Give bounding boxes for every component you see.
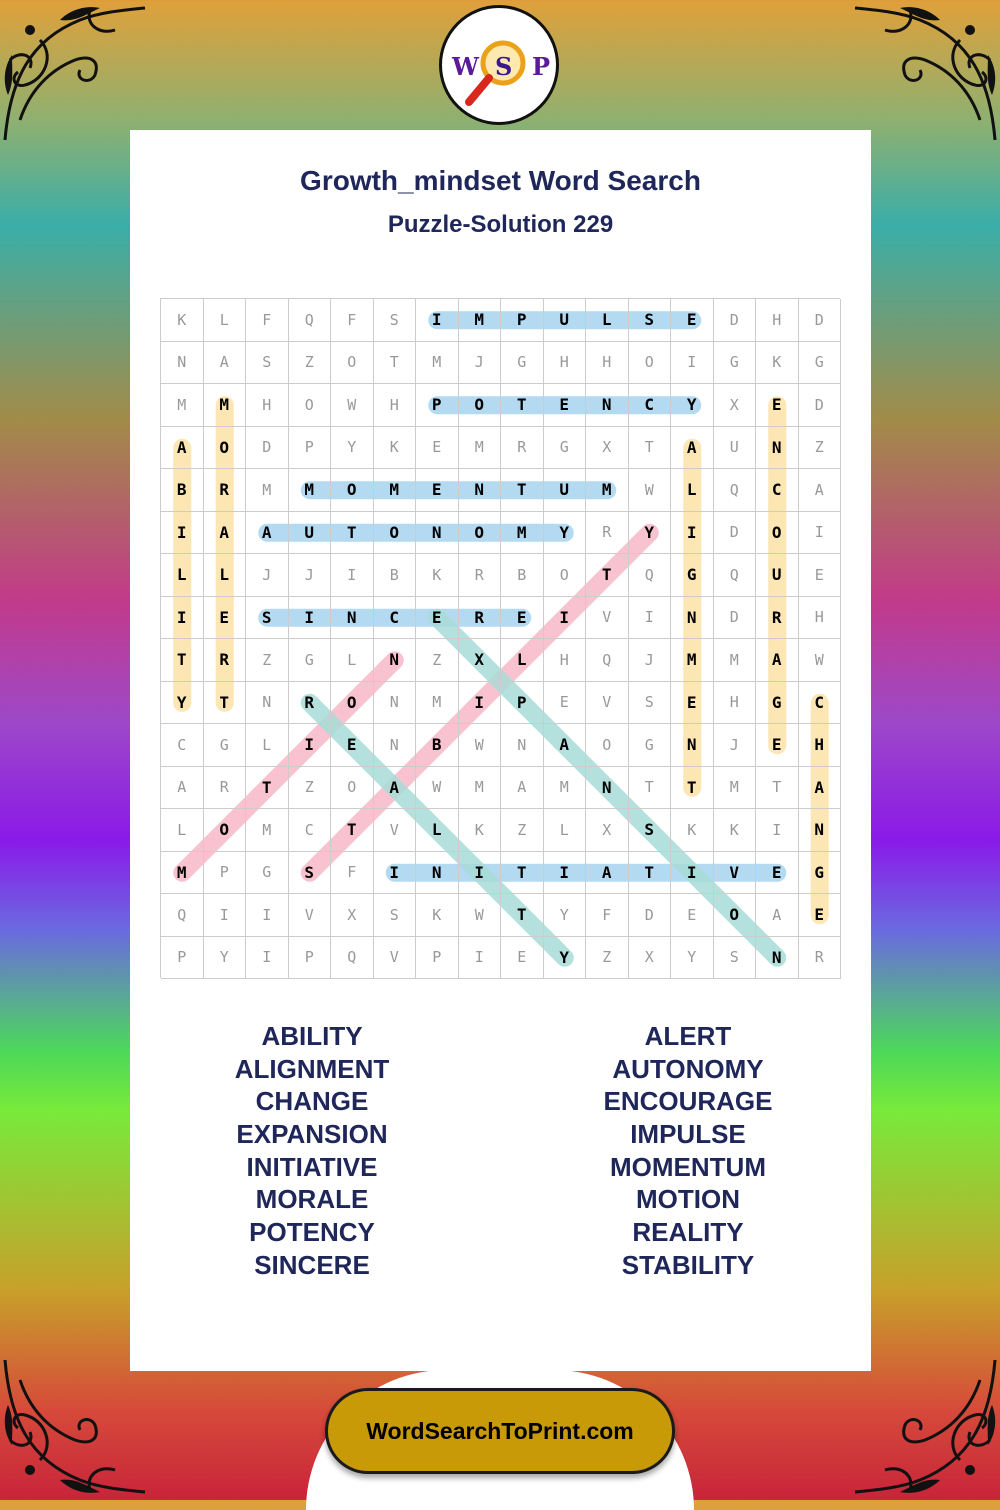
grid-cell: N: [246, 682, 289, 725]
grid-cell: R: [799, 937, 842, 980]
grid-cell: Y: [544, 937, 587, 980]
grid-cell: K: [374, 427, 417, 470]
grid-cell: L: [586, 299, 629, 342]
grid-cell: T: [629, 767, 672, 810]
word-list-item: MORALE: [255, 1184, 369, 1215]
grid-cell: Z: [501, 809, 544, 852]
grid-cell: G: [671, 554, 714, 597]
grid-cell: I: [629, 597, 672, 640]
grid-cell: I: [246, 894, 289, 937]
grid-cell: M: [501, 512, 544, 555]
grid-cell: L: [416, 809, 459, 852]
grid-cell: A: [204, 342, 247, 385]
grid-cell: I: [799, 512, 842, 555]
grid-cell: M: [289, 469, 332, 512]
grid-cell: C: [374, 597, 417, 640]
corner-ornament-icon: [850, 0, 1000, 150]
grid-cell: G: [544, 427, 587, 470]
grid-cell: N: [459, 469, 502, 512]
grid-cell: D: [629, 894, 672, 937]
grid-cell: O: [331, 767, 374, 810]
grid-cell: T: [246, 767, 289, 810]
word-list-item: REALITY: [632, 1217, 744, 1248]
grid-cell: K: [671, 809, 714, 852]
grid-cell: T: [161, 639, 204, 682]
grid-cell: R: [501, 427, 544, 470]
grid-cell: P: [416, 937, 459, 980]
grid-cell: M: [204, 384, 247, 427]
grid-cell: F: [331, 299, 374, 342]
grid-cell: E: [416, 427, 459, 470]
grid-cell: E: [204, 597, 247, 640]
grid-cell: O: [544, 554, 587, 597]
grid-cell: R: [459, 597, 502, 640]
logo-letter-w: W: [452, 52, 479, 81]
word-list-item: SINCERE: [254, 1249, 370, 1280]
logo-letter-s: S: [495, 52, 513, 81]
grid-cell: E: [501, 937, 544, 980]
grid-cell: G: [629, 724, 672, 767]
grid-cell: N: [501, 724, 544, 767]
grid-cell: U: [544, 469, 587, 512]
grid-cell: W: [331, 384, 374, 427]
grid-cell: O: [374, 512, 417, 555]
grid-cell: I: [671, 512, 714, 555]
grid-cell: D: [246, 427, 289, 470]
grid-cell: S: [714, 937, 757, 980]
grid-cell: V: [586, 597, 629, 640]
puzzle-subtitle: Puzzle-Solution 229: [387, 211, 614, 238]
grid-cell: A: [161, 767, 204, 810]
word-list-item: ABILITY: [261, 1021, 363, 1051]
grid-cell: W: [459, 894, 502, 937]
word-list-item: INITIATIVE: [246, 1151, 378, 1182]
grid-cell: R: [204, 639, 247, 682]
grid-cell: N: [799, 809, 842, 852]
grid-cell: M: [459, 299, 502, 342]
grid-cell: M: [671, 639, 714, 682]
grid-cell: H: [544, 342, 587, 385]
grid-cell: N: [586, 384, 629, 427]
grid-cell: I: [544, 852, 587, 895]
grid-cell: V: [374, 937, 417, 980]
grid-cell: O: [629, 342, 672, 385]
word-list-right-column: [518, 1020, 858, 1282]
grid-cell: M: [416, 682, 459, 725]
puzzle-title: Growth_mindset Word Search: [300, 165, 701, 196]
word-list-item: CHANGE: [255, 1086, 369, 1117]
grid-cell: P: [204, 852, 247, 895]
grid-cell: G: [501, 342, 544, 385]
grid-cell: Z: [586, 937, 629, 980]
grid-cell: N: [416, 512, 459, 555]
grid-cell: K: [714, 809, 757, 852]
grid-cell: N: [374, 682, 417, 725]
grid-cell: K: [416, 894, 459, 937]
grid-cell: W: [629, 469, 672, 512]
grid-cell: S: [374, 299, 417, 342]
word-list-item: MOMENTUM: [610, 1151, 766, 1182]
grid-cell: I: [374, 852, 417, 895]
grid-cell: N: [331, 597, 374, 640]
grid-cell: N: [671, 597, 714, 640]
grid-cell: P: [161, 937, 204, 980]
grid-cell: N: [374, 724, 417, 767]
grid-cell: G: [289, 639, 332, 682]
grid-cell: O: [586, 724, 629, 767]
grid-cell: L: [671, 469, 714, 512]
grid-cell: I: [671, 342, 714, 385]
grid-cell: M: [714, 767, 757, 810]
grid-cell: E: [544, 682, 587, 725]
grid-cell: E: [756, 384, 799, 427]
grid-cell: E: [416, 469, 459, 512]
grid-cell: M: [374, 469, 417, 512]
grid-cell: X: [714, 384, 757, 427]
grid-cell: B: [416, 724, 459, 767]
grid-cell: E: [799, 554, 842, 597]
grid-cell: I: [246, 937, 289, 980]
grid-cell: H: [756, 299, 799, 342]
grid-cell: B: [161, 469, 204, 512]
grid-cell: B: [501, 554, 544, 597]
grid-cell: D: [714, 597, 757, 640]
grid-cell: A: [161, 427, 204, 470]
grid-cell: P: [416, 384, 459, 427]
grid-cell: A: [586, 852, 629, 895]
grid-cell: E: [756, 852, 799, 895]
grid-cell: X: [586, 809, 629, 852]
word-list-item: ENCOURAGE: [603, 1086, 773, 1117]
word-list-item: MOTION: [636, 1184, 740, 1215]
grid-cell: Z: [289, 767, 332, 810]
grid-cell: T: [629, 427, 672, 470]
word-list-item: STABILITY: [621, 1249, 755, 1280]
grid-cell: H: [799, 724, 842, 767]
grid-cell: E: [756, 724, 799, 767]
logo-letter-p: P: [532, 52, 551, 81]
grid-cell: L: [161, 554, 204, 597]
grid-cell: W: [799, 639, 842, 682]
grid-cell: S: [246, 342, 289, 385]
grid-cell: N: [671, 724, 714, 767]
grid-cell: L: [246, 724, 289, 767]
corner-ornament-icon: [0, 0, 150, 150]
grid-cell: K: [756, 342, 799, 385]
grid-cell: Q: [289, 299, 332, 342]
grid-cell: Y: [544, 894, 587, 937]
grid-cell: Q: [161, 894, 204, 937]
grid-cell: M: [161, 384, 204, 427]
word-list-item: POTENCY: [249, 1217, 375, 1248]
grid-cell: L: [544, 809, 587, 852]
grid-cell: A: [756, 894, 799, 937]
grid-cell: C: [756, 469, 799, 512]
grid-cell: Y: [331, 427, 374, 470]
grid-cell: X: [459, 639, 502, 682]
grid-cell: S: [629, 809, 672, 852]
grid-cell: W: [459, 724, 502, 767]
grid-cell: E: [501, 597, 544, 640]
grid-cell: A: [544, 724, 587, 767]
grid-cell: E: [416, 597, 459, 640]
grid-cell: R: [289, 682, 332, 725]
grid-cell: M: [544, 767, 587, 810]
grid-cell: A: [204, 512, 247, 555]
word-list-item: IMPULSE: [630, 1119, 746, 1150]
grid-cell: Z: [289, 342, 332, 385]
grid-cell: A: [246, 512, 289, 555]
grid-cell: B: [374, 554, 417, 597]
grid-cell: T: [756, 767, 799, 810]
grid-cell: U: [289, 512, 332, 555]
grid-cell: E: [671, 299, 714, 342]
grid-cell: Y: [671, 937, 714, 980]
grid-cell: M: [459, 767, 502, 810]
grid-cell: T: [501, 469, 544, 512]
grid-cell: J: [714, 724, 757, 767]
grid-cell: C: [629, 384, 672, 427]
grid-cell: L: [161, 809, 204, 852]
grid-cell: V: [586, 682, 629, 725]
grid-cell: O: [204, 809, 247, 852]
grid-cell: G: [714, 342, 757, 385]
grid-cell: O: [331, 469, 374, 512]
grid-cell: E: [799, 894, 842, 937]
grid-cell: C: [799, 682, 842, 725]
grid-cell: N: [586, 767, 629, 810]
grid-cell: X: [331, 894, 374, 937]
grid-cell: Z: [416, 639, 459, 682]
grid-cell: I: [289, 724, 332, 767]
grid-cell: T: [501, 894, 544, 937]
grid-cell: I: [756, 809, 799, 852]
grid-cell: T: [204, 682, 247, 725]
grid-cell: Q: [331, 937, 374, 980]
grid-cell: S: [374, 894, 417, 937]
grid-cell: A: [799, 767, 842, 810]
grid-cell: A: [501, 767, 544, 810]
grid-cell: H: [586, 342, 629, 385]
word-list-item: ALERT: [644, 1021, 732, 1051]
grid-cell: A: [374, 767, 417, 810]
grid-cell: I: [459, 682, 502, 725]
grid-cell: V: [374, 809, 417, 852]
grid-cell: S: [629, 682, 672, 725]
grid-cell: C: [289, 809, 332, 852]
word-list: [130, 1020, 871, 1280]
grid-cell: G: [204, 724, 247, 767]
grid-cell: G: [799, 852, 842, 895]
grid-cell: U: [544, 299, 587, 342]
grid-cell: Y: [161, 682, 204, 725]
grid-cell: A: [671, 427, 714, 470]
word-list-left-column: [142, 1020, 482, 1282]
grid-cell: R: [459, 554, 502, 597]
grid-cell: T: [586, 554, 629, 597]
grid-cell: I: [671, 852, 714, 895]
grid-cell: R: [756, 597, 799, 640]
grid-cell: I: [161, 597, 204, 640]
grid-cell: L: [331, 639, 374, 682]
grid-cell: F: [586, 894, 629, 937]
grid-cell: I: [289, 597, 332, 640]
grid-cell: K: [459, 809, 502, 852]
grid-cell: S: [629, 299, 672, 342]
grid-cell: G: [246, 852, 289, 895]
grid-cell: J: [289, 554, 332, 597]
grid-cell: S: [246, 597, 289, 640]
grid-cell: D: [799, 384, 842, 427]
grid-cell: O: [459, 384, 502, 427]
grid-cell: D: [799, 299, 842, 342]
grid-cell: P: [289, 937, 332, 980]
grid-cell: Y: [544, 512, 587, 555]
grid-cell: C: [161, 724, 204, 767]
grid-cell: Q: [714, 554, 757, 597]
grid-cell: M: [416, 342, 459, 385]
grid-cell: Y: [204, 937, 247, 980]
corner-ornament-icon: [850, 1350, 1000, 1500]
grid-cell: D: [714, 299, 757, 342]
grid-cell: E: [544, 384, 587, 427]
grid-cell: T: [331, 512, 374, 555]
grid-cell: U: [714, 427, 757, 470]
grid-cell: Q: [714, 469, 757, 512]
grid-cell: E: [671, 682, 714, 725]
grid-cell: G: [756, 682, 799, 725]
grid-cell: H: [374, 384, 417, 427]
grid-cell: A: [799, 469, 842, 512]
word-list-item: ALIGNMENT: [234, 1053, 390, 1084]
grid-cell: T: [374, 342, 417, 385]
grid-cell: N: [374, 639, 417, 682]
grid-cell: X: [629, 937, 672, 980]
grid-cell: G: [799, 342, 842, 385]
grid-cell: O: [331, 682, 374, 725]
grid-cell: Z: [799, 427, 842, 470]
grid-cell: O: [756, 512, 799, 555]
grid-cell: N: [161, 342, 204, 385]
grid-cell: O: [714, 894, 757, 937]
grid-cell: O: [331, 342, 374, 385]
grid-cell: I: [459, 937, 502, 980]
grid-cell: M: [714, 639, 757, 682]
grid-cell: U: [756, 554, 799, 597]
grid-cell: I: [204, 894, 247, 937]
grid-cell: M: [246, 809, 289, 852]
grid-cell: H: [544, 639, 587, 682]
grid-cell: R: [204, 469, 247, 512]
grid-cell: I: [331, 554, 374, 597]
wsp-logo: [439, 5, 559, 125]
grid-cell: D: [714, 512, 757, 555]
grid-cell: K: [161, 299, 204, 342]
grid-cell: N: [756, 937, 799, 980]
grid-cell: T: [501, 852, 544, 895]
grid-cell: I: [544, 597, 587, 640]
grid-cell: W: [416, 767, 459, 810]
grid-cell: I: [161, 512, 204, 555]
grid-cell: N: [756, 427, 799, 470]
grid-cell: H: [799, 597, 842, 640]
grid-cell: X: [586, 427, 629, 470]
grid-cell: M: [586, 469, 629, 512]
grid-cell: T: [671, 767, 714, 810]
grid-cell: Z: [246, 639, 289, 682]
grid-cell: V: [289, 894, 332, 937]
grid-cell: P: [289, 427, 332, 470]
grid-cell: M: [161, 852, 204, 895]
word-list-item: AUTONOMY: [612, 1053, 764, 1084]
grid-cell: Q: [586, 639, 629, 682]
grid-cell: T: [331, 809, 374, 852]
word-list-item: EXPANSION: [236, 1119, 388, 1150]
grid-cell: I: [459, 852, 502, 895]
grid-cell: K: [416, 554, 459, 597]
grid-cell: S: [289, 852, 332, 895]
grid-cell: L: [204, 554, 247, 597]
grid-cell: F: [246, 299, 289, 342]
grid-cell: P: [501, 682, 544, 725]
grid-cell: A: [756, 639, 799, 682]
grid-cell: J: [459, 342, 502, 385]
puzzle-panel: [130, 130, 871, 1371]
grid-cell: N: [416, 852, 459, 895]
website-link-button[interactable]: WordSearchToPrint.com: [325, 1388, 675, 1474]
grid-cell: Q: [629, 554, 672, 597]
grid-cell: O: [459, 512, 502, 555]
grid-cell: T: [501, 384, 544, 427]
grid-cell: M: [459, 427, 502, 470]
grid-cell: F: [331, 852, 374, 895]
letter-grid: [160, 298, 840, 978]
grid-cell: E: [671, 894, 714, 937]
grid-cell: H: [246, 384, 289, 427]
grid-cell: H: [714, 682, 757, 725]
grid-cell: Y: [671, 384, 714, 427]
grid-cell: V: [714, 852, 757, 895]
grid-cell: P: [501, 299, 544, 342]
grid-cell: M: [246, 469, 289, 512]
grid-cell: O: [204, 427, 247, 470]
grid-cell: O: [289, 384, 332, 427]
grid-cell: L: [204, 299, 247, 342]
grid-cell: J: [246, 554, 289, 597]
grid-cell: J: [629, 639, 672, 682]
corner-ornament-icon: [0, 1350, 150, 1500]
grid-cell: I: [416, 299, 459, 342]
grid-cell: R: [204, 767, 247, 810]
grid-cell: Y: [629, 512, 672, 555]
grid-cell: L: [501, 639, 544, 682]
grid-cell: T: [629, 852, 672, 895]
grid-cell: R: [586, 512, 629, 555]
grid-cell: E: [331, 724, 374, 767]
